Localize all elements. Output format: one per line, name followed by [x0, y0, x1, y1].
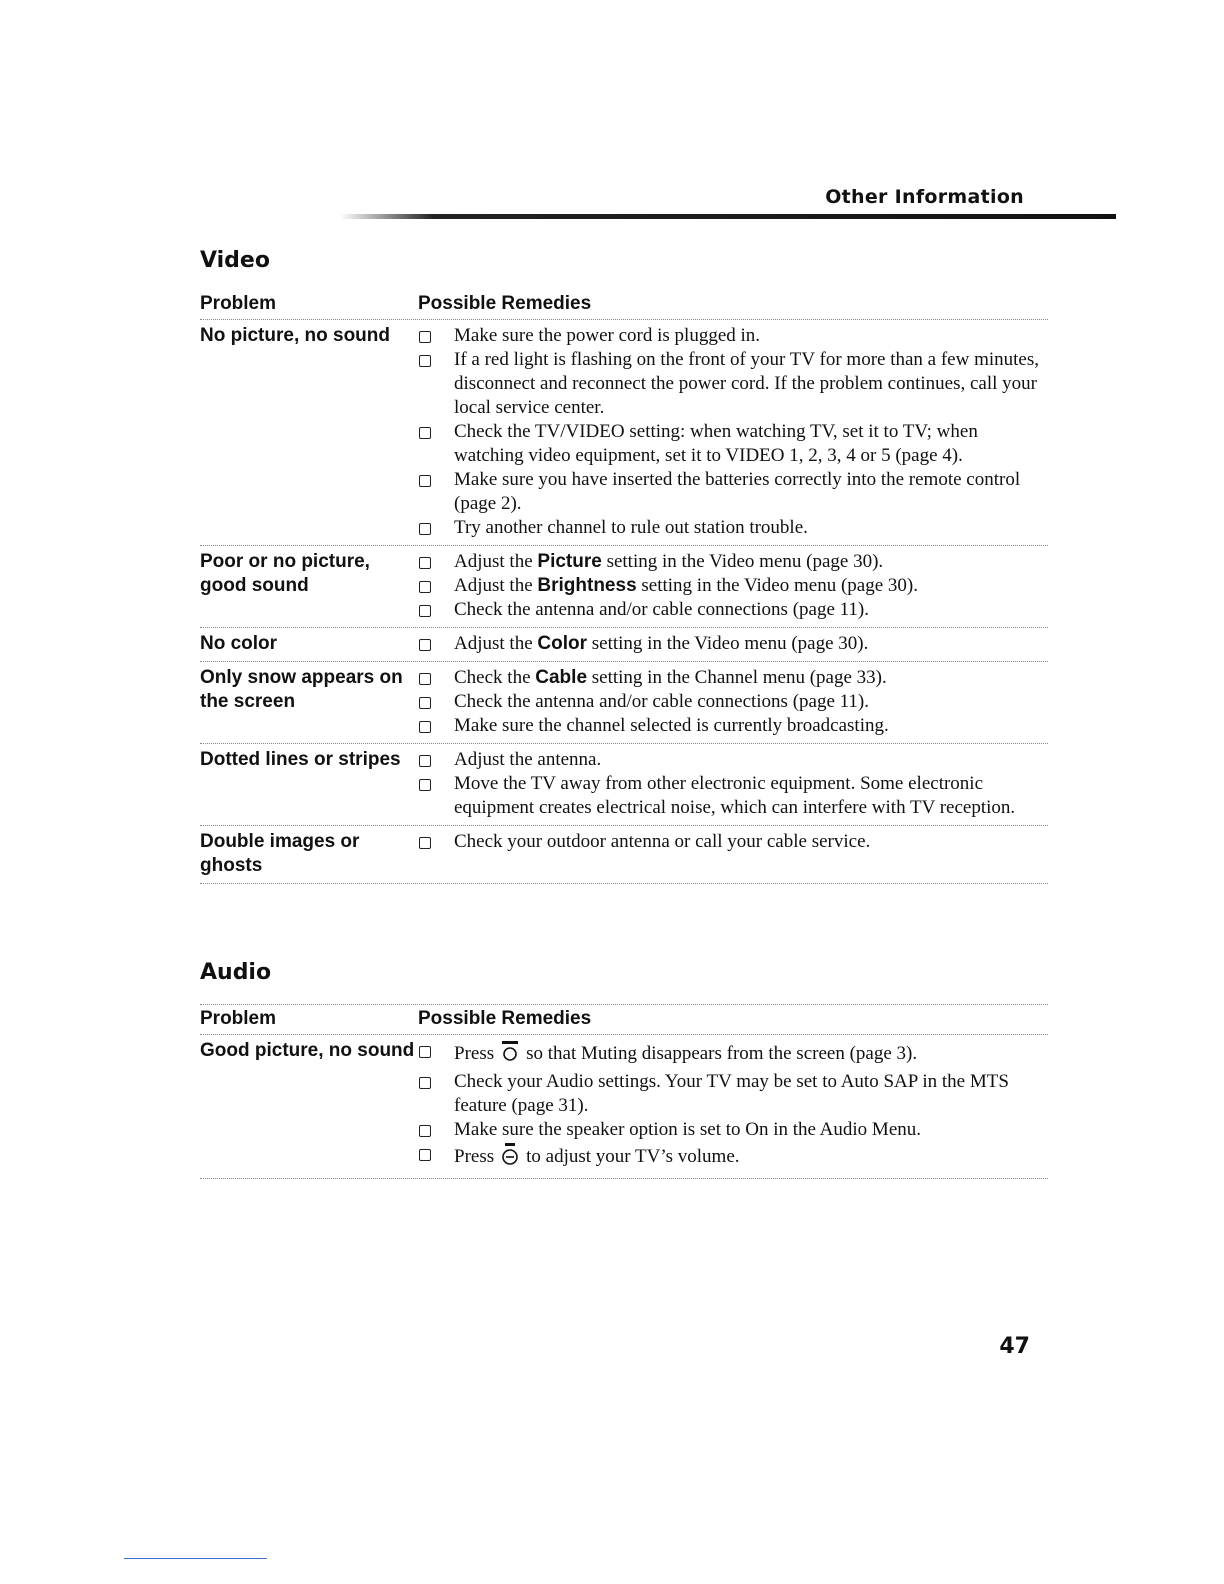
remedy-text	[454, 1039, 917, 1070]
checkbox-bullet-icon	[419, 581, 431, 593]
remedies-cell	[418, 324, 1048, 540]
remedies-cell	[418, 666, 1048, 738]
remedies-column-header: Possible Remedies	[418, 1008, 592, 1029]
checkbox-bullet-icon	[419, 755, 431, 767]
table-row	[200, 826, 1048, 884]
problem-cell: Only snow appears on the screen	[200, 667, 403, 712]
audio-section-title: Audio	[200, 960, 272, 985]
remedy-text: Make sure the speaker option is set to On in the Audio Menu.	[454, 1119, 922, 1140]
remedy-text-pre: Adjust the	[454, 551, 538, 572]
remedy-text: Make sure the channel selected is currently broadcasting.	[454, 715, 889, 736]
audio-troubleshooting-table	[200, 1004, 1048, 1179]
setting-name: Color	[537, 633, 587, 654]
table-row	[200, 744, 1048, 826]
remedy-item	[418, 830, 1048, 854]
remedy-text-pre: Press	[454, 1145, 495, 1167]
checkbox-bullet-icon	[419, 1125, 431, 1137]
checkbox-bullet-icon	[419, 605, 431, 617]
remedy-item	[418, 1039, 1048, 1070]
page-number: 47	[999, 1334, 1030, 1359]
header-rule	[340, 214, 1116, 219]
video-section-title: Video	[200, 248, 270, 273]
footer-line	[124, 1558, 267, 1559]
remedy-text-post: to adjust your TV’s volume.	[526, 1145, 740, 1167]
checkbox-bullet-icon	[419, 697, 431, 709]
table-row	[200, 320, 1048, 546]
muting-button-icon	[499, 1039, 521, 1070]
remedy-text-pre: Press	[454, 1042, 495, 1064]
table-row	[200, 546, 1048, 628]
table-row	[200, 628, 1048, 662]
remedy-text: Check the antenna and/or cable connections (page 11).	[454, 691, 870, 712]
checkbox-bullet-icon	[419, 1149, 431, 1161]
remedy-item	[418, 420, 1048, 468]
problem-column-header: Problem	[200, 1008, 277, 1029]
table-header-row	[200, 1007, 1048, 1035]
setting-name: Brightness	[537, 575, 637, 596]
remedy-text-post: setting in the Channel menu (page 33).	[587, 667, 887, 688]
checkbox-bullet-icon	[419, 1077, 431, 1089]
video-troubleshooting-table	[200, 292, 1048, 884]
remedy-item	[418, 574, 1048, 598]
remedy-text: Check the TV/VIDEO setting: when watching TV, set it to TV; when watching video equipment, set it to VIDEO 1, 2, 3, 4 or 5 (page 4).	[454, 421, 978, 466]
checkbox-bullet-icon	[419, 331, 431, 343]
problem-cell: No picture, no sound	[200, 325, 390, 346]
remedy-text-pre: Adjust the	[454, 633, 538, 654]
remedy-text: If a red light is flashing on the front of your TV for more than a few minutes, disconnect and reconnect the power cord. If the problem continues, call your local service center.	[454, 349, 1039, 418]
problem-cell: Good picture, no sound	[200, 1040, 415, 1061]
remedy-text: Check your outdoor antenna or call your cable service.	[454, 831, 871, 852]
problem-cell: Double images or ghosts	[200, 831, 360, 876]
remedy-text-pre: Check the	[454, 667, 536, 688]
setting-name: Picture	[537, 551, 602, 572]
remedy-item	[418, 516, 1048, 540]
checkbox-bullet-icon	[419, 673, 431, 685]
checkbox-bullet-icon	[419, 721, 431, 733]
checkbox-bullet-icon	[419, 355, 431, 367]
remedy-item	[418, 348, 1048, 420]
remedy-item	[418, 324, 1048, 348]
remedy-text-post: so that Muting disappears from the screen (page 3).	[526, 1042, 918, 1064]
remedy-text-pre: Adjust the	[454, 575, 538, 596]
remedy-item	[418, 690, 1048, 714]
remedies-cell	[418, 1039, 1048, 1173]
remedy-item	[418, 550, 1048, 574]
remedy-text	[454, 1142, 740, 1173]
problem-cell: Poor or no picture, good sound	[200, 551, 370, 596]
checkbox-bullet-icon	[419, 1046, 431, 1058]
remedy-text	[454, 632, 868, 656]
remedies-cell	[418, 632, 1048, 656]
running-header: Other Information	[825, 186, 1024, 208]
remedy-item	[418, 1118, 1048, 1142]
checkbox-bullet-icon	[419, 523, 431, 535]
remedy-item	[418, 468, 1048, 516]
remedy-text	[454, 666, 887, 690]
problem-cell: Dotted lines or stripes	[200, 749, 401, 770]
remedy-text: Move the TV away from other electronic equipment. Some electronic equipment creates electrical noise, which can interfere with TV reception.	[454, 773, 1016, 818]
checkbox-bullet-icon	[419, 427, 431, 439]
checkbox-bullet-icon	[419, 639, 431, 651]
table-row	[200, 1035, 1048, 1179]
table-header-row	[200, 292, 1048, 320]
checkbox-bullet-icon	[419, 557, 431, 569]
remedies-column-header: Possible Remedies	[418, 293, 592, 314]
checkbox-bullet-icon	[419, 837, 431, 849]
remedy-text	[454, 574, 918, 598]
remedy-item	[418, 1070, 1048, 1118]
remedy-item	[418, 772, 1048, 820]
remedy-item	[418, 598, 1048, 622]
remedy-item	[418, 714, 1048, 738]
remedies-cell	[418, 830, 1048, 878]
remedy-text	[454, 550, 883, 574]
remedy-text: Make sure the power cord is plugged in.	[454, 325, 761, 346]
checkbox-bullet-icon	[419, 779, 431, 791]
remedy-text: Check your Audio settings. Your TV may be set to Auto SAP in the MTS feature (page 31).	[454, 1071, 1009, 1116]
problem-cell: No color	[200, 633, 278, 654]
remedies-cell	[418, 550, 1048, 622]
remedy-item	[418, 632, 1048, 656]
remedy-text-post: setting in the Video menu (page 30).	[587, 633, 869, 654]
remedy-text: Make sure you have inserted the batteries correctly into the remote control (page 2).	[454, 469, 1021, 514]
remedy-item	[418, 748, 1048, 772]
remedy-item	[418, 666, 1048, 690]
table-row	[200, 662, 1048, 744]
remedy-text: Adjust the antenna.	[454, 749, 602, 770]
remedies-cell	[418, 748, 1048, 820]
remedy-text-post: setting in the Video menu (page 30).	[636, 575, 918, 596]
problem-column-header: Problem	[200, 293, 277, 314]
checkbox-bullet-icon	[419, 475, 431, 487]
remedy-item	[418, 1142, 1048, 1173]
remedy-text: Check the antenna and/or cable connections (page 11).	[454, 599, 870, 620]
remedy-text: Try another channel to rule out station trouble.	[454, 517, 808, 538]
volume-button-icon	[499, 1142, 521, 1173]
remedy-text-post: setting in the Video menu (page 30).	[601, 551, 884, 572]
setting-name: Cable	[535, 667, 588, 688]
